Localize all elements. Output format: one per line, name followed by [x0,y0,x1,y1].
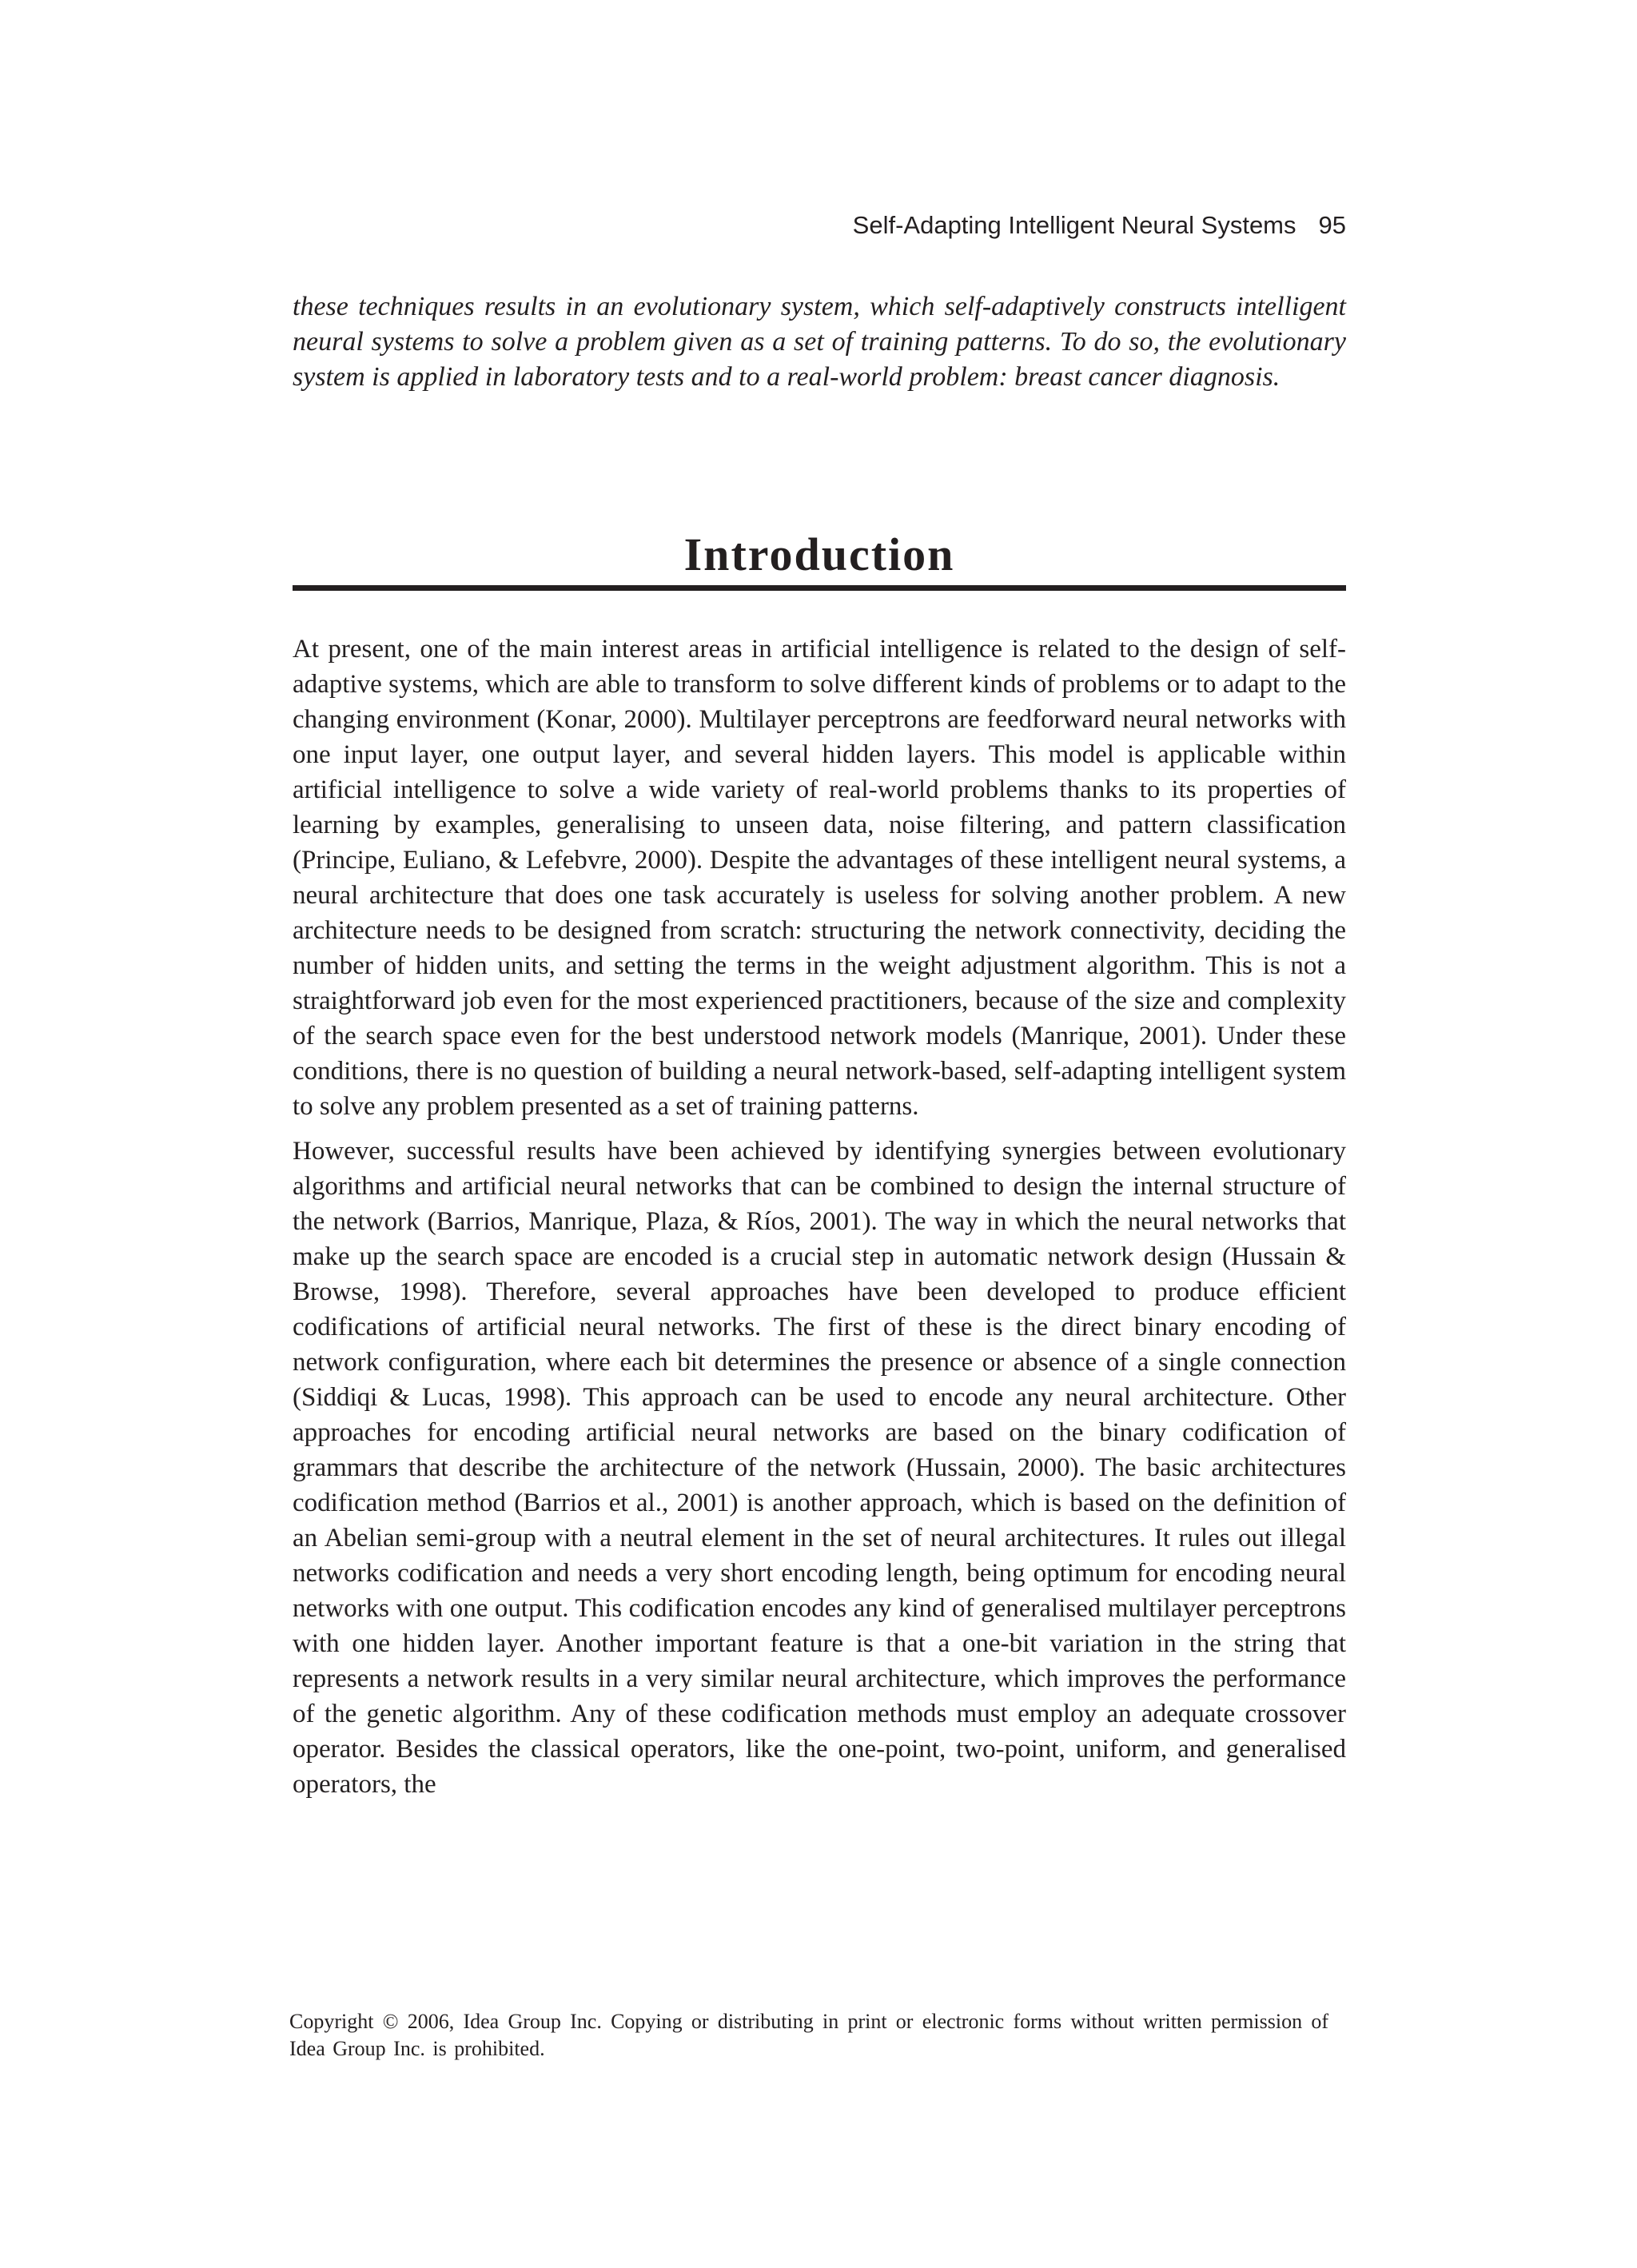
page-number: 95 [1318,211,1346,239]
section-title: Introduction [683,528,955,580]
title-rule [293,585,1346,591]
body-text [293,632,1346,1812]
running-header [293,209,1346,241]
running-title: Self-Adapting Intelligent Neural Systems [852,211,1296,239]
paragraph: At present, one of the main interest areas in artificial intelligence is related to the design of self-adaptive systems, which are able to transform to solve different kinds of problems or to adapt to the changing environment (Konar, 2000). Multilayer perceptrons are feedforward neural networks with one input layer, one output layer, and several hidden layers. This model is applicable within artificial intelligence to solve a wide variety of real-world problems thanks to its properties of learning by examples, generalising to unseen data, noise filtering, and pattern classification (Principe, Euliano, & Lefebvre, 2000). Despite the advantages of these intelligent neural systems, a neural architecture that does one task accurately is useless for solving another problem. A new architecture needs to be designed from scratch: structuring the network connectivity, deciding the number of hidden units, and setting the terms in the weight adjustment algorithm. This is not a straightforward job even for the most experienced practitioners, because of the size and complexity of the search space even for the best understood network models (Manrique, 2001). Under these conditions, there is no question of building a neural network-based, self-adapting intelligent system to solve any problem presented as a set of training patterns. [293,635,1346,1121]
paragraph: However, successful results have been achieved by identifying synergies between evolutionary algorithms and artificial neural networks that can be combined to design the internal structure of the network (Barrios, Manrique, Plaza, & Ríos, 2001). The way in which the neural networks that make up the search space are encoded is a crucial step in automatic network design (Hussain & Browse, 1998). Therefore, several approaches have been developed to produce efficient codifications of artificial neural networks. The first of these is the direct binary encoding of network configuration, where each bit determines the presence or absence of a single connection (Siddiqi & Lucas, 1998). This approach can be used to encode any neural architecture. Other approaches for encoding artificial neural networks are based on the binary codification of grammars that describe the architecture of the network (Hussain, 2000). The basic architectures codification method (Barrios et al., 2001) is another approach, which is based on the definition of an Abelian semi-group with a neutral element in the set of neural architectures. It rules out illegal networks codification and needs a very short encoding length, being optimum for encoding neural networks with one output. This codification encodes any kind of generalised multilayer perceptrons with one hidden layer. Another important feature is that a one-bit variation in the string that represents a network results in a very similar neural architecture, which improves the performance of the genetic algorithm. Any of these codification methods must employ an adequate crossover operator. Besides the classical operators, like the one-point, two-point, uniform, and generalised operators, the [293,1137,1346,1799]
copyright-notice: Copyright © 2006, Idea Group Inc. Copying or distributing in print or electronic forms without written permission of Idea Group Inc. is prohibited. [289,2010,1328,2060]
abstract-text: these techniques results in an evolutionary system, which self-adaptively constructs intelligent neural systems to solve a problem given as a set of training patterns. To do so, the evolutionary system is applied in laboratory tests and to a real-world problem: breast cancer diagnosis. [293,292,1346,392]
